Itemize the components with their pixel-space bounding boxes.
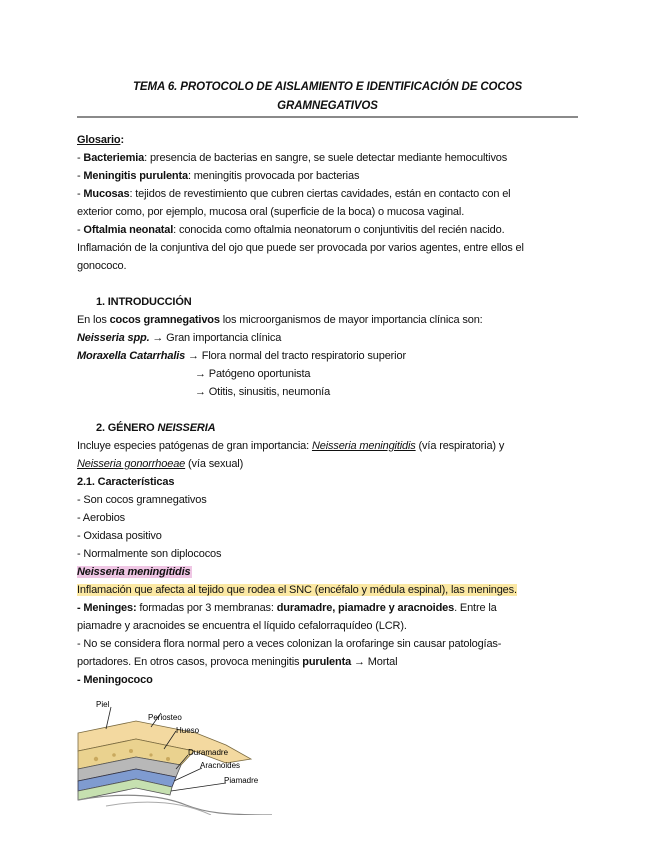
intro-moraxella: Moraxella Catarrhalis → Flora normal del tracto respiratorio superior [77,350,406,362]
label-aracnoides: Aracnoides [200,761,241,770]
meningitidis-definition: Inflamación que afecta al tejido que rodea el SNC (encéfalo y médula espinal), las meninges. [77,584,517,596]
title-line-2: GRAMNEGATIVOS [277,100,378,112]
document-title [70,78,585,116]
section-heading-genero: 2. GÉNERO NEISSERIA [96,422,216,434]
intro-text: En los cocos gramnegativos los microorganismos de mayor importancia clínica son: [77,314,483,326]
section-heading-introduccion: 1. INTRODUCCIÓN [96,296,192,308]
flora-line-2: portadores. En otros casos, provoca meningitis purulenta → Mortal [77,656,398,668]
label-periosteo: Periosteo [148,713,182,722]
glossary-item-oftalmia: - Oftalmia neonatal: conocida como oftalmia neonatorum o conjuntivitis del recién nacido. [77,224,505,236]
title-line-1: TEMA 6. PROTOCOLO DE AISLAMIENTO E IDENTIFICACIÓN DE COCOS [132,81,523,93]
intro-neisseria: Neisseria spp. → Gran importancia clínica [77,332,282,344]
glossary-item-oftalmia-cont: Inflamación de la conjuntiva del ojo que puede ser provocada por varios agentes, entre ellos el [77,242,524,254]
characteristic-item: - Son cocos gramnegativos [77,494,207,506]
brain-surface [78,795,272,815]
glossary-item-oftalmia-cont-2: gonococo. [77,260,127,272]
label-piel: Piel [96,700,110,709]
characteristics-heading: 2.1. Características [77,476,175,488]
intro-moraxella-sub-2: → Otitis, sinusitis, neumonía [195,386,331,398]
label-duramadre: Duramadre [188,748,229,757]
characteristic-item: - Normalmente son diplococos [77,548,222,560]
meninges-line-2: piamadre y aracnoides se encuentra el líquido cefalorraquídeo (LCR). [77,620,407,632]
genus-text-2: Neisseria gonorrhoeae (vía sexual) [77,458,244,470]
label-piamadre: Piamadre [224,776,259,785]
glossary-item-meningitis: - Meningitis purulenta: meningitis provocada por bacterias [77,170,360,182]
meningococo-item: - Meningococo [77,674,153,686]
characteristic-item: - Aerobios [77,512,126,524]
glossary-item-bacteriemia: - Bacteriemia: presencia de bacterias en sangre, se suele detectar mediante hemocultivos [77,152,508,164]
genus-text-1: Incluye especies patógenas de gran importancia: Neisseria meningitidis (vía respiratoria) y [77,440,505,452]
intro-moraxella-sub-1: → Patógeno oportunista [195,368,311,380]
title-underline [77,116,578,118]
glossary-item-mucosas-cont: exterior como, por ejemplo, mucosa oral (superficie de la boca) o mucosa vaginal. [77,206,465,218]
meninges-illustration [76,693,272,815]
label-hueso: Hueso [176,726,200,735]
meninges-diagram [76,693,272,815]
flora-line-1: - No se considera flora normal pero a veces colonizan la orofaringe sin causar patologías- [77,638,502,650]
glossary-heading: Glosario: [77,134,124,146]
meningitidis-heading: Neisseria meningitidis [77,566,191,578]
meninges-line-1: - Meninges: formadas por 3 membranas: duramadre, piamadre y aracnoides. Entre la [77,602,497,614]
characteristic-item: - Oxidasa positivo [77,530,162,542]
glossary-item-mucosas: - Mucosas: tejidos de revestimiento que cubren ciertas cavidades, están en contacto con el [77,188,511,200]
